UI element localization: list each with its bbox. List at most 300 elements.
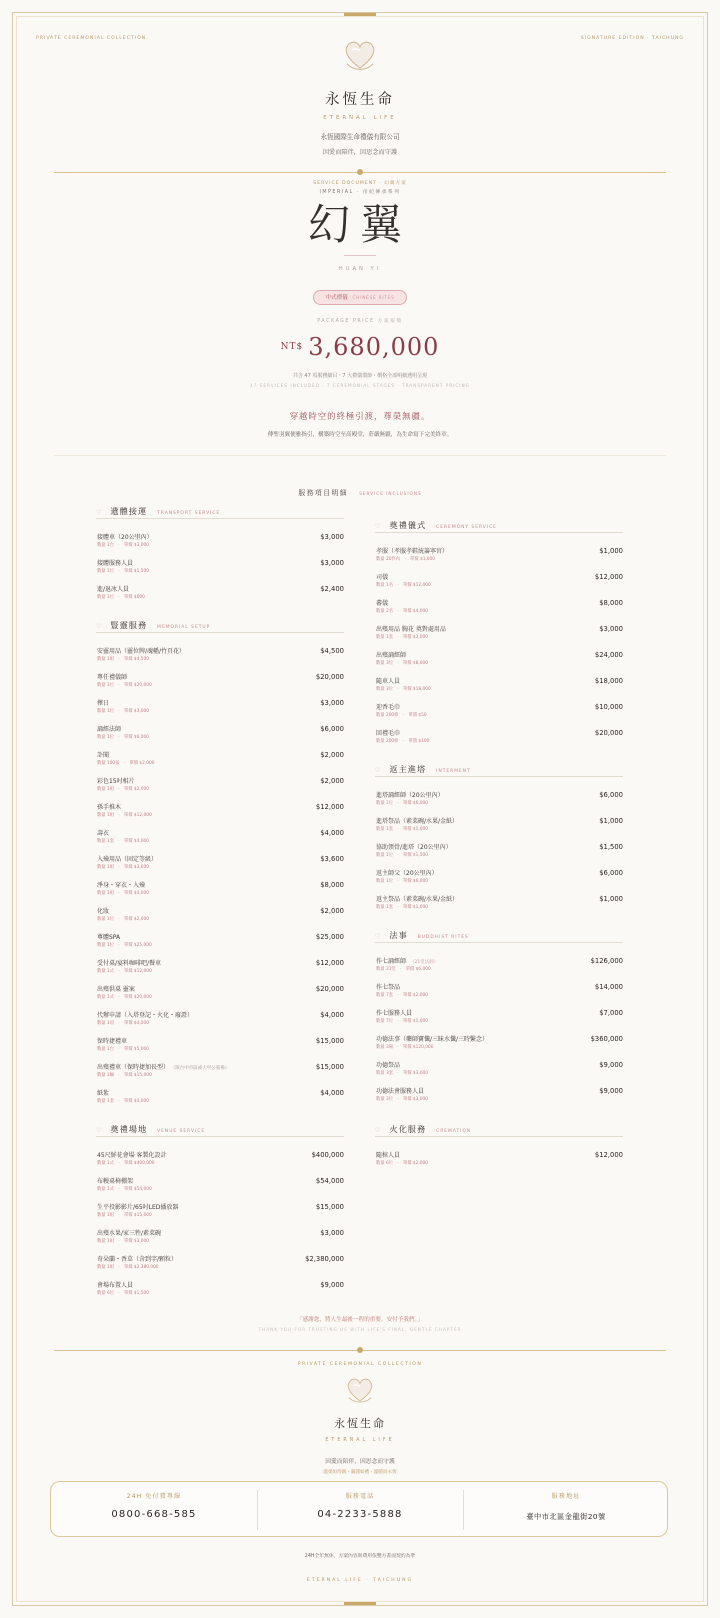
list-item [97,584,344,608]
item-name: 尊體SPA [97,934,121,941]
item-price: $20,000 [315,673,344,681]
contact-hotline [51,1491,257,1520]
item-qty: 數量 200條 [376,738,399,744]
brand-name: 永恆生命 [325,92,395,108]
closing-quote: 「感謝您，將人生最後一程的重要，安付予我們。」 [297,1317,423,1323]
item-detail: 數量 1位 · 單價 $3,000 [97,708,149,714]
item-name: 接體車（20公里內） [97,534,153,541]
section-title-zh: 法事 [389,930,408,940]
item-unit: 單價 $3,000 [123,1238,149,1244]
footer-heart-logo-icon [343,1375,377,1405]
list-item [97,802,344,826]
section-title-zh: 奠禮場地 [110,1124,148,1134]
item-price: $126,000 [590,957,623,965]
section-marker-icon: ♡ [96,1127,102,1134]
section-title-memorial [96,620,210,631]
item-price: $10,000 [594,703,623,711]
item-qty: 數量 1台 [97,1046,114,1052]
item-name: 隨棺人員 [376,1152,401,1159]
item-name: 出殯用品 胸花 奠對處用品 [376,626,446,633]
item-qty: 數量 1套 [376,904,393,910]
item-price: $2,000 [320,907,344,915]
item-detail: 數量 1套 · 單價 $1,000 [376,904,428,910]
list-item [97,958,344,982]
item-qty: 數量 3位 [376,686,393,692]
section-title-en: CREMATION [436,1129,472,1134]
item-price: $1,000 [599,547,623,555]
item-detail: 數量 1套 · 單價 $3,000 [376,634,428,640]
item-unit: 單價 $1,500 [123,1290,149,1296]
list-item [97,984,344,1008]
section-rule [96,518,344,519]
section-title-cremation [375,1124,471,1135]
item-name: 協助領骨/進塔（20公里內） [376,844,452,851]
item-unit: 單價 $20,000 [123,682,152,688]
item-detail: 數量 1組 · 單價 $12,000 [97,812,152,818]
section-title-en: CEREMONY SERVICE [436,525,497,530]
list-item [376,842,623,866]
item-price: $2,000 [320,751,344,759]
item-qty: 數量 1名 [376,582,393,588]
item-qty: 數量 1位 [376,800,393,806]
section-title-venue [96,1124,205,1135]
section-rule [375,532,623,533]
item-name: 司儀 [376,574,389,581]
item-unit: 單價 $25,000 [123,942,152,948]
list-item [376,956,623,980]
brand-slogan: 因愛而陪伴，因思念而守護 [322,149,398,156]
item-name: 出殯供桌 靈案 [97,986,135,993]
item-qty: 數量 1式 [97,1186,114,1192]
item-note: （限台中市區或大甲公墓場） [173,1066,230,1071]
item-unit: 單價 $4,000 [123,838,149,844]
item-name: 出殯水果/家三牲/素菜碗 [97,1230,162,1237]
category-badge-en: CHINESE RITES [352,295,395,300]
list-item [376,572,623,596]
item-detail: 數量 1組 · 單價 $3,600 [97,864,149,870]
item-detail: 數量 1輛 · 單價 $15,000 [97,1072,152,1078]
document-series: IMPERIAL · 帝紀傳承系列 [319,190,401,195]
item-unit: 單價 $3,000 [123,542,149,548]
item-price: $1,500 [599,843,623,851]
list-item [376,868,623,892]
list-item [376,1150,623,1174]
item-qty: 數量 1位 [97,568,114,574]
footer-divider-dot [357,1347,363,1353]
item-name: 訃聞 [97,752,110,759]
section-title-transport [96,506,220,517]
list-item [376,1008,623,1032]
item-detail: 數量 1位 · 單價 $20,000 [97,682,152,688]
item-price: $8,000 [320,881,344,889]
section-title-zh: 奠禮儀式 [389,520,427,530]
intro-divider [54,455,666,456]
item-price: $12,000 [315,959,344,967]
item-price: $4,000 [320,1089,344,1097]
item-unit: 單價 $2,000 [129,760,155,766]
item-name: 生平投影影片/65吋LED播放器 [97,1204,179,1211]
item-detail: 數量 1名 · 單價 $12,000 [376,582,431,588]
item-detail: 數量 100張 · 單價 $2,000 [97,760,155,766]
item-detail: 數量 1套 · 單價 $4,000 [97,838,149,844]
item-detail: 數量 200條 · 單價 $50 [376,712,427,718]
phone-number[interactable]: 04-2233-5888 [317,1509,403,1520]
item-name: 進塔祭品（素菜碗/水果/金紙） [376,818,459,825]
list-item [97,532,344,556]
contact-label: 服務地址 [551,1493,581,1500]
item-qty: 數量 1台 [97,542,114,548]
item-unit: 單價 $15,000 [123,1212,152,1218]
item-detail: 數量 200條 · 單價 $100 [376,738,430,744]
item-unit: 單價 $1,000 [402,904,428,910]
section-title-ceremony [375,520,497,531]
item-name: 作七誦經師 [376,958,407,965]
item-name: 壽衣 [97,830,110,837]
item-detail: 數量 1組 · 單價 $2,380,000 [97,1264,159,1270]
item-qty: 數量 1組 [97,786,114,792]
list-item [376,676,623,700]
item-price: $6,000 [320,725,344,733]
bottom-ornament-tab [344,1602,376,1605]
list-item [97,558,344,582]
section-rule [375,1136,623,1137]
section-title-en: TRANSPORT SERVICE [157,511,221,516]
package-summary-en: 47 SERVICES INCLUDED · 7 CEREMONIAL STAGES · TRANSPARENT PRICING [250,383,470,388]
item-price: $3,000 [320,559,344,567]
inclusions-title: 服務項目明細 [298,489,349,497]
item-qty: 數量 1位 [376,852,393,858]
top-bar-left: PRIVATE CEREMONIAL COLLECTION [36,36,147,41]
item-price: $12,000 [594,573,623,581]
contact-address [463,1491,669,1522]
list-item [376,546,623,570]
item-name: 孝服（孝服孝鞋統籌寧宮） [376,548,449,555]
footer-slogan: 因愛而陪伴，因思念而守護 [325,1459,395,1465]
contact-label: 服務電話 [345,1493,375,1500]
item-qty: 數量 1位 [376,878,393,884]
list-item [97,672,344,696]
item-price: $360,000 [590,1035,623,1043]
item-qty: 數量 1式 [97,1160,114,1166]
list-item [376,650,623,674]
inclusions-title-en: SERVICE INCLUSIONS [359,491,422,496]
package-title: 幻翼 [307,200,412,249]
footer-brand-name-en: ETERNAL LIFE [325,1438,395,1443]
item-unit: 單價 $6,000 [405,966,431,972]
item-name: 彩色15吋相片 [97,778,135,785]
item-detail: 數量 1位 · 單價 $6,000 [376,878,428,884]
hotline-number[interactable]: 0800-668-585 [111,1509,197,1520]
item-unit: 單價 $2,000 [402,1160,428,1166]
contact-label: 24H 免付費專線 [126,1493,182,1500]
item-note: （21堂法師） [410,960,439,965]
item-unit: 單價 $3,600 [123,864,149,870]
item-name: 接體服務人員 [97,560,134,567]
item-price: $1,000 [599,895,623,903]
list-item [376,894,623,918]
item-price: $20,000 [594,729,623,737]
package-tagline-sub: 傳聖羽翼便雅指引，構築時空至高殿堂，莊嚴無疆，為生命寫下完美終章。 [267,432,453,438]
item-price: $12,000 [594,1151,623,1159]
section-title-en: INTERMENT [436,769,471,774]
list-item [97,1036,344,1060]
section-marker-icon: ♡ [375,933,381,940]
price-label: PACKAGE PRICE 方案報價 [317,319,403,324]
item-qty: 數量 3場 [376,1044,393,1050]
item-unit: 單價 $2,000 [123,916,149,922]
section-rule [375,776,623,777]
item-unit: 單價 $3,000 [402,634,428,640]
item-name: 誦經法師 [97,726,122,733]
item-qty: 數量 7套 [376,992,393,998]
list-item [376,816,623,840]
item-qty: 數量 2名 [376,608,393,614]
item-name: 化妝 [97,908,110,915]
top-bar-right: SIGNATURE EDITION · TAICHUNG [580,36,684,41]
item-price: $2,380,000 [305,1255,344,1263]
item-name: 作七祭品 [376,984,401,991]
item-qty: 數量 1組 [97,656,114,662]
item-unit: 單價 $3,000 [402,1096,428,1102]
item-price: $3,600 [320,855,344,863]
list-item [97,880,344,904]
package-price [0,333,720,361]
item-unit: 單價 $6,000 [402,800,428,806]
item-detail: 數量 6位 · 單價 $1,500 [97,1290,149,1296]
item-detail: 數量 1位 · 單價 $6,000 [97,734,149,740]
section-rule [96,632,344,633]
item-unit: 單價 $3,000 [123,708,149,714]
item-detail: 數量 1式 · 單價 $54,000 [97,1186,152,1192]
item-detail: 數量 2名 · 單價 $4,000 [376,608,428,614]
section-marker-icon: ♡ [375,767,381,774]
item-price: $14,000 [594,983,623,991]
item-price: $9,000 [599,1087,623,1095]
list-item [97,1088,344,1112]
item-price: $9,000 [320,1281,344,1289]
package-summary: 共含 47 項服務細目・7 大禮儀環節・價格全部明細透明呈現 [292,373,428,379]
item-detail: 數量 20件內 · 單價 $1,000 [376,556,435,562]
item-qty: 數量 3位 [376,660,393,666]
item-qty: 數量 1組 [97,864,114,870]
item-price: $12,000 [315,803,344,811]
item-unit: 單價 $3,000 [402,1070,428,1076]
item-unit: 單價 $600 [123,594,145,600]
item-qty: 數量 6位 [376,1160,393,1166]
item-detail: 數量 3套 · 單價 $3,000 [376,1070,428,1076]
item-qty: 數量 3套 [376,1070,393,1076]
list-item [376,982,623,1006]
footer-tag: PRIVATE CEREMONIAL COLLECTION [297,1362,423,1367]
item-unit: 單價 $12,000 [123,812,152,818]
item-price: $20,000 [315,985,344,993]
footer-bottom: ETERNAL LIFE · TAICHUNG [306,1578,414,1583]
item-detail: 數量 1位 · 單價 $2,000 [97,916,149,922]
item-detail: 數量 3位 · 單價 $8,000 [376,660,428,666]
heart-logo-icon [340,38,380,72]
closing-quote-en: THANK YOU FOR TRUSTING US WITH LIFE'S FINAL, GENTLE CHAPTER [258,1327,462,1332]
section-title-rites [375,930,469,941]
section-title-en: BUDDHIST RITES [417,935,469,940]
item-qty: 數量 21堂 [376,966,396,972]
section-title-zh: 火化服務 [389,1124,427,1134]
item-detail: 數量 1式 · 單價 $20,000 [97,994,152,1000]
item-name: 專任禮儀師 [97,674,128,681]
section-title-zh: 豎靈服務 [110,620,148,630]
item-unit: 單價 $4,000 [123,1098,149,1104]
item-name: 會場布置人員 [97,1282,134,1289]
item-unit: 單價 $4,000 [402,608,428,614]
item-price: $3,000 [320,1229,344,1237]
item-name: 進/退冰人員 [97,586,130,593]
item-name: 淨身・穿衣・入殮 [97,882,146,889]
item-price: $24,000 [594,651,623,659]
item-unit: 單價 $100 [408,738,430,744]
item-price: $7,000 [599,1009,623,1017]
list-item [97,906,344,930]
divider-dot [357,169,363,175]
list-item [376,1086,623,1110]
item-unit: 單價 $54,000 [123,1186,152,1192]
item-price: $400,000 [311,1151,344,1159]
list-item [97,1202,344,1226]
item-price: $3,000 [320,699,344,707]
item-qty: 數量 1輛 [97,1072,114,1078]
item-unit: 單價 $50 [408,712,427,718]
item-unit: 單價 $1,000 [410,556,435,562]
item-name: 出殯禮車（保時捷加長型） [97,1064,170,1071]
section-marker-icon: ♡ [375,523,381,530]
section-rule [375,942,623,943]
footer-brand-name: 永恆生命 [334,1417,386,1430]
list-item [97,750,344,774]
item-price: $6,000 [599,869,623,877]
item-name: 作七服務人員 [376,1010,413,1017]
item-price: $15,000 [315,1063,344,1071]
item-unit: 單價 $2,000 [402,992,428,998]
list-item [97,932,344,956]
item-qty: 數量 1位 [97,942,114,948]
item-qty: 數量 1位 [97,916,114,922]
item-unit: 單價 $6,000 [123,734,149,740]
item-name: 45尺鮮花會場 客製化設計 [97,1152,167,1159]
item-qty: 數量 1位 [97,734,114,740]
contact-phone [257,1491,463,1520]
item-qty: 數量 1位 [97,594,114,600]
list-item [97,1228,344,1252]
brand-name-en: ETERNAL LIFE [323,115,397,121]
item-unit: 單價 $12,000 [123,968,152,974]
item-qty: 數量 1套 [97,1098,114,1104]
title-underline [344,255,376,256]
list-item [97,1176,344,1200]
section-rule [96,1136,344,1137]
section-marker-icon: ♡ [375,1127,381,1134]
item-price: $54,000 [315,1177,344,1185]
company-name: 永恆國際生命禮儀有限公司 [320,133,400,141]
item-detail: 數量 1台 · 單價 $5,000 [97,1046,149,1052]
list-item [97,1254,344,1278]
item-name: 回禮毛巾 [376,730,401,737]
item-detail: 數量 1套 · 單價 $1,000 [376,826,428,832]
item-price: $4,000 [320,1011,344,1019]
item-name: 返主師父（20公里內） [376,870,438,877]
item-detail: 數量 1組 · 單價 $15,000 [97,1212,152,1218]
item-price: $25,000 [315,933,344,941]
item-qty: 數量 1套 [97,838,114,844]
list-item [97,724,344,748]
item-detail: 數量 1項 · 單價 $4,000 [97,1020,149,1026]
item-qty: 數量 3位 [376,1096,393,1102]
item-price: $3,000 [320,533,344,541]
list-item [97,1010,344,1034]
section-marker-icon: ♡ [96,509,102,516]
list-item [97,1280,344,1304]
list-item [376,1034,623,1058]
item-detail: 數量 1台 · 單價 $3,000 [97,542,149,548]
item-name-row [376,956,438,965]
item-unit: 單價 $4,500 [123,656,149,662]
item-price: $2,400 [320,585,344,593]
footer-sub: 溫柔如待親・嚴謹如禮・溫暖而永恆 [323,1470,397,1475]
item-unit: 單價 $18,000 [402,686,431,692]
item-detail: 數量 1組 · 單價 $4,000 [97,890,149,896]
item-qty: 數量 1組 [97,1212,114,1218]
item-detail: 數量 7位 · 單價 $1,000 [376,1018,428,1024]
item-detail: 數量 21堂 · 單價 $6,000 [376,966,431,972]
item-name: 安靈用品（靈位牌/魂幡/竹頁花） [97,648,186,655]
list-item [97,1150,344,1174]
item-name: 蕃儀 [376,600,389,607]
contact-card [50,1481,668,1537]
item-unit: 單價 $4,000 [123,1020,149,1026]
item-name: 隨車人員 [376,678,401,685]
item-qty: 數量 20件內 [376,556,401,562]
item-unit: 單價 $20,000 [123,994,152,1000]
section-title-zh: 返主進塔 [389,764,427,774]
item-detail: 數量 1位 · 單價 $6,000 [376,800,428,806]
footer-note: 24H全年無休，方案內容與費用依雙方書面契約為準 [304,1554,416,1559]
item-detail: 數量 1組 · 單價 $2,000 [97,786,149,792]
item-detail: 數量 3位 · 單價 $3,000 [376,1096,428,1102]
item-name: 功德法會服務人員 [376,1088,425,1095]
item-qty: 數量 1組 [97,1264,114,1270]
item-detail: 數量 1位 · 單價 $1,500 [97,568,149,574]
item-unit: 單價 $1,500 [402,852,428,858]
list-item [97,698,344,722]
item-price: $8,000 [599,599,623,607]
list-item [376,598,623,622]
category-badge-zh: 中式禮儀 [325,295,348,301]
item-unit: 單價 $5,000 [123,1046,149,1052]
item-detail: 數量 1位 · 單價 $25,000 [97,942,152,948]
list-item [376,702,623,726]
list-item [97,646,344,670]
item-unit: 單價 $120,000 [402,1044,434,1050]
item-price: $6,000 [599,791,623,799]
price-currency: NT$ [280,342,304,352]
item-price: $18,000 [594,677,623,685]
item-qty: 數量 7位 [376,1018,393,1024]
address-value[interactable]: 臺中市北區金龍街20號 [526,1512,606,1521]
item-qty: 數量 1式 [97,968,114,974]
item-unit: 單價 $2,380,000 [123,1264,159,1270]
item-detail: 數量 1式 · 單價 $400,000 [97,1160,155,1166]
item-name: 迎香毛巾 [376,704,401,711]
inclusions-heading [0,480,720,499]
item-unit: 單價 $1,000 [402,826,428,832]
item-detail: 數量 6位 · 單價 $2,000 [376,1160,428,1166]
